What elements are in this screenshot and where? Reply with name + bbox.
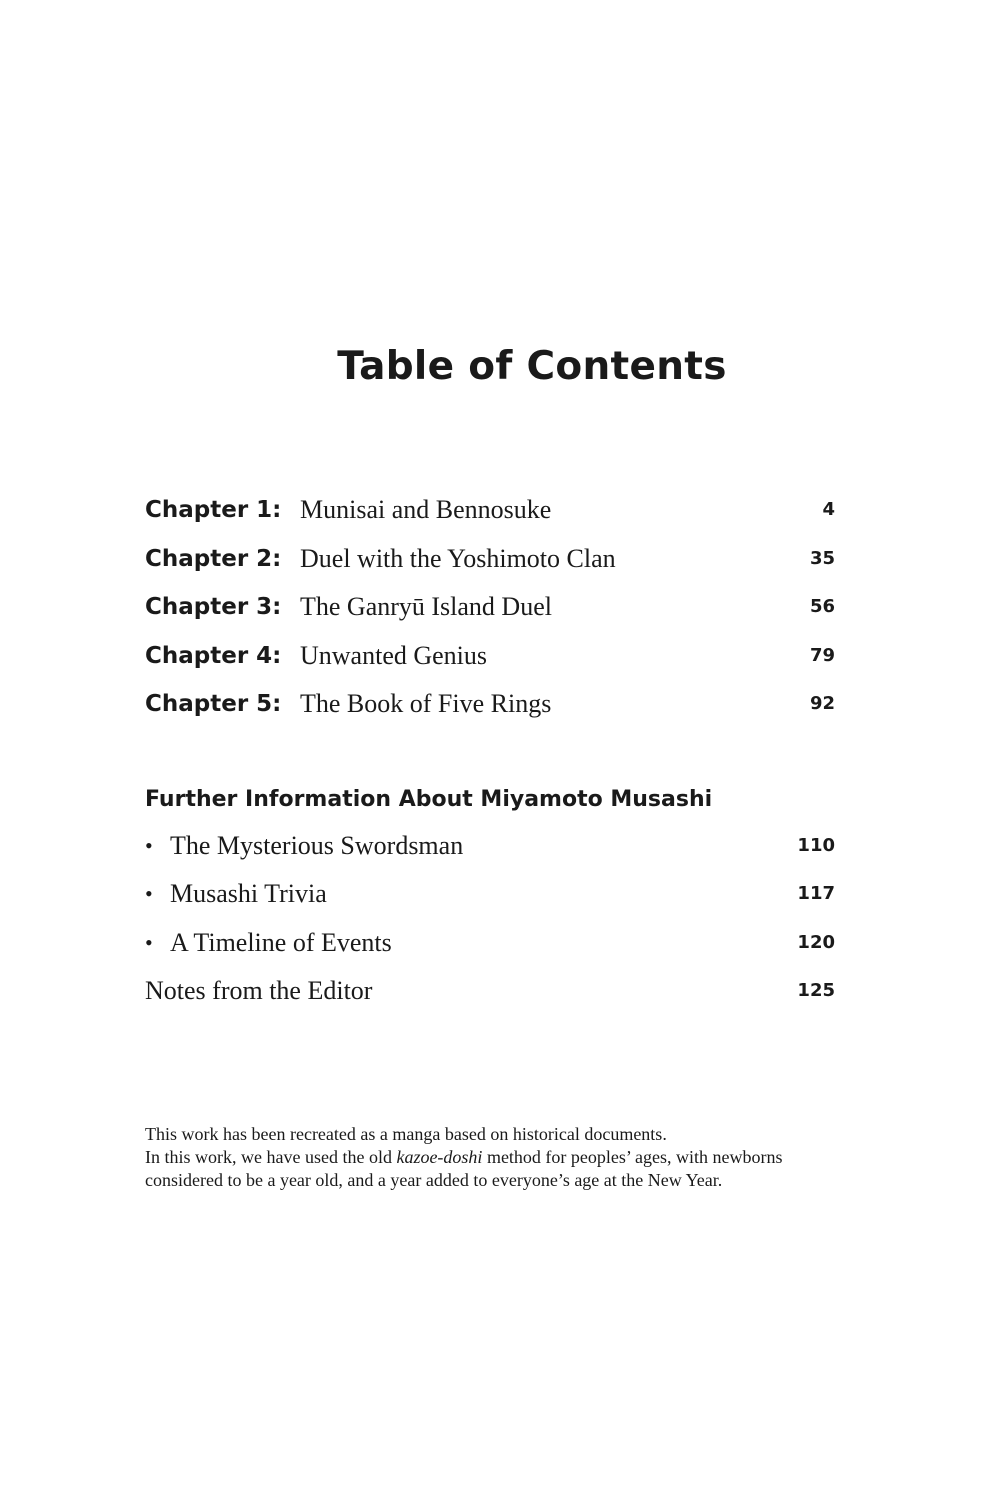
footnote-line: considered to be a year old, and a year added to everyone’s age at the New Year. xyxy=(145,1170,723,1190)
item-title: Musashi Trivia xyxy=(170,879,327,908)
page-number: 56 xyxy=(809,596,835,617)
item-title: The Mysterious Swordsman xyxy=(170,831,464,860)
chapter-title: Munisai and Bennosuke xyxy=(300,495,552,524)
chapter-label: Chapter 4: xyxy=(145,643,282,669)
chapter-label: Chapter 1: xyxy=(145,497,282,523)
toc-item-editor-notes xyxy=(145,971,835,1011)
footnote-italic-term: kazoe-doshi xyxy=(396,1147,483,1167)
footnote-line: This work has been recreated as a manga based on historical documents. xyxy=(145,1124,667,1144)
page-number: 4 xyxy=(822,499,835,520)
page-number: 120 xyxy=(797,932,835,953)
toc-item-timeline xyxy=(145,923,835,963)
page-number: 117 xyxy=(797,883,835,904)
page-title: Table of Contents xyxy=(337,344,727,389)
chapter-label: Chapter 5: xyxy=(145,691,282,717)
toc-item-mysterious-swordsman xyxy=(145,826,835,866)
footnote-text: method for peoples’ ages, with newborns xyxy=(482,1147,783,1167)
further-info-heading: Further Information About Miyamoto Musashi xyxy=(145,787,713,812)
toc-chapter-5 xyxy=(145,684,835,724)
page-number: 92 xyxy=(809,693,835,714)
chapter-title: The Book of Five Rings xyxy=(300,689,552,718)
page-number: 35 xyxy=(809,548,835,569)
chapter-title: Unwanted Genius xyxy=(300,641,488,670)
page-number: 110 xyxy=(797,835,835,856)
item-title: Notes from the Editor xyxy=(145,976,373,1005)
chapter-label: Chapter 3: xyxy=(145,594,282,620)
toc-chapter-2 xyxy=(145,539,835,579)
bullet-icon: • xyxy=(145,833,153,858)
bullet-icon: • xyxy=(145,930,153,955)
footnote xyxy=(145,1123,885,1192)
chapter-title: Duel with the Yoshimoto Clan xyxy=(300,544,616,573)
toc-chapter-4 xyxy=(145,636,835,676)
footnote-text: In this work, we have used the old xyxy=(145,1147,397,1167)
footnote-line xyxy=(145,1146,885,1169)
chapter-label: Chapter 2: xyxy=(145,546,282,572)
page-number: 79 xyxy=(809,645,835,666)
toc-chapter-1 xyxy=(145,490,835,530)
toc-item-musashi-trivia xyxy=(145,874,835,914)
page-number: 125 xyxy=(797,980,835,1001)
bullet-icon: • xyxy=(145,881,153,906)
item-title: A Timeline of Events xyxy=(170,928,392,957)
toc-chapter-3 xyxy=(145,587,835,627)
chapter-title: The Ganryū Island Duel xyxy=(300,592,552,621)
